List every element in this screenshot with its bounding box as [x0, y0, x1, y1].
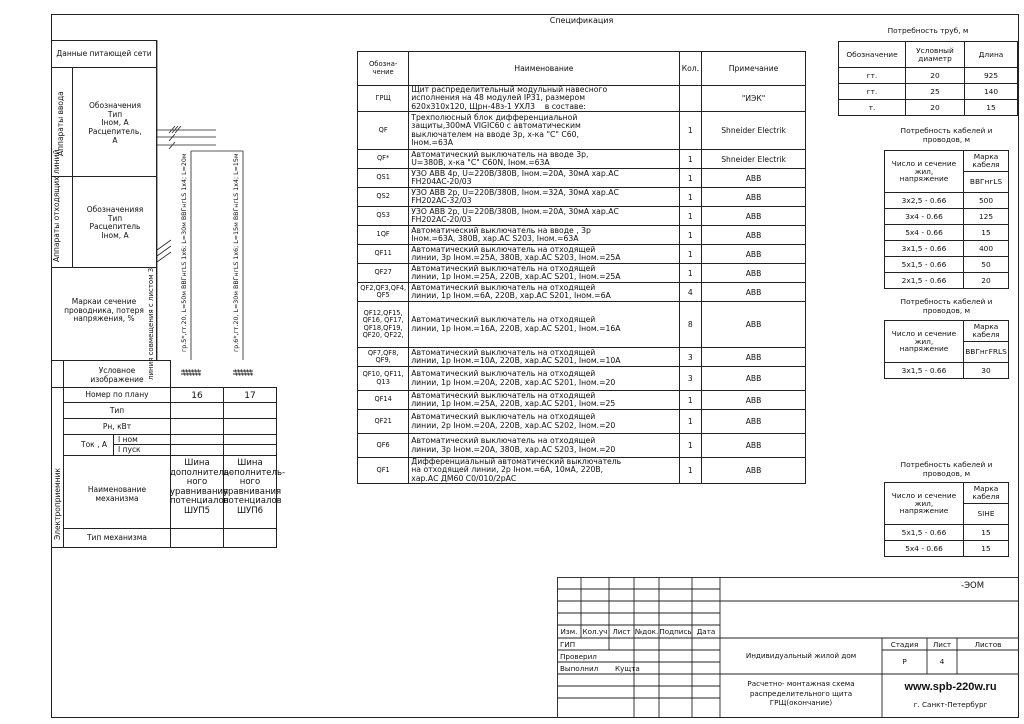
spec-qty: 1 — [679, 264, 702, 283]
spec-name: УЗО ABB 4р, U=220В/380В, Iном.=20А, 30мА хар.АС FH204AC-20/03 — [409, 169, 679, 188]
spec-name: Автоматический выключатель на отходящей линии, 2р Iном.=20А, 220В, хар.АС S202, Iном.=20 — [409, 410, 679, 434]
spec-name: Автоматический выключатель на отходящей линии, 1р Iном.=20А, 220В, хар.АС S201, Iном.=20 — [409, 367, 679, 391]
symbol-label: Условное изображение — [90, 366, 144, 384]
spec-header-code: Обозна- чение — [358, 52, 409, 86]
spec-name: Дифференциальный автоматический выключатель на отходящей линии, 2р Iном.=6А, 10мА, 220В, хар.АС ДМ60 С0/010/2рАС — [409, 458, 679, 484]
made-label: Выполнил — [560, 664, 599, 673]
receivers-label: Электроприемник — [53, 467, 62, 540]
pipes-row — [839, 100, 1018, 116]
header-doc: №док. — [634, 627, 659, 636]
spec-row — [358, 226, 806, 245]
spec-note: Shneider Electrik — [702, 112, 806, 150]
cables1-cell: 3х2,5 - 0.66 — [885, 193, 964, 209]
spec-code: QF11 — [358, 245, 409, 264]
cables3-row — [885, 541, 1009, 557]
spec-row — [358, 150, 806, 169]
spec-qty: 4 — [679, 283, 702, 302]
cables1-header-row — [885, 151, 1009, 172]
spec-qty: 3 — [679, 348, 702, 367]
spec-note: ABB — [702, 283, 806, 302]
spec-name: УЗО ABB 2р, U=220В/380В, Iном.=20А, 30мА хар.АС FH202AC-20/03 — [409, 207, 679, 226]
istart-label: I пуск — [118, 445, 141, 454]
schematic-left-panel — [51, 40, 293, 548]
spec-qty: 1 — [679, 391, 702, 410]
gip-label: ГИП — [560, 640, 576, 649]
mech-type-cell — [63, 528, 171, 548]
column-16-number: 16 — [191, 391, 203, 401]
spec-qty — [679, 86, 702, 112]
wire-marking-label: Маркаи сечение проводника, потеря напряжения, % — [64, 297, 144, 324]
cables3-brand: SIHE — [964, 504, 1009, 525]
cables3-cell: 15 — [964, 541, 1009, 557]
cables3-table — [884, 482, 1009, 557]
cables3-header-row — [885, 483, 1009, 504]
spec-note: ABB — [702, 264, 806, 283]
cables2-brand: ВВГнгFRLS — [964, 342, 1009, 363]
spec-code: QS3 — [358, 207, 409, 226]
spec-qty: 1 — [679, 207, 702, 226]
site-url[interactable]: www.spb-220w.ru — [904, 681, 997, 693]
power-row — [170, 418, 277, 435]
spec-note: ABB — [702, 348, 806, 367]
pipes-cell: 20 — [906, 100, 965, 116]
spec-code: ГРЩ — [358, 86, 409, 112]
spec-note: ABB — [702, 302, 806, 348]
cables1-table — [884, 150, 1009, 289]
cables1-row — [885, 273, 1009, 289]
spec-qty: 1 — [679, 245, 702, 264]
pipes-cell: гт. — [839, 68, 906, 84]
inom-label: I ном — [118, 435, 138, 444]
cables1-cell: 5х1,5 - 0.66 — [885, 257, 964, 273]
spec-note: "ИЭК" — [702, 86, 806, 112]
pipes-cell: 925 — [965, 68, 1018, 84]
cables1-cell: 400 — [964, 241, 1009, 257]
spec-note: Shneider Electrik — [702, 150, 806, 169]
cables2-table — [884, 320, 1009, 379]
pipes-cell: 140 — [965, 84, 1018, 100]
spec-code: QF6 — [358, 434, 409, 458]
pipes-row — [839, 68, 1018, 84]
spec-name: Автоматический выключатель на отходящей линии, 1р Iном.=25А, 220В, хар.АС S201, Iном.=25 — [409, 391, 679, 410]
cables1-cell: 20 — [964, 273, 1009, 289]
spec-code: QF27 — [358, 264, 409, 283]
city: г. Санкт-Петербург — [913, 700, 988, 709]
spec-note: ABB — [702, 226, 806, 245]
spec-name: Автоматический выключатель на вводе , 3р Iном.=63А, 380В, хар.АС S203, Iном.=63А — [409, 226, 679, 245]
spec-note: ABB — [702, 391, 806, 410]
sheet-value: 4 — [939, 657, 945, 666]
cables3-body — [885, 525, 1009, 557]
supply-data-label: Данные питающей сети — [56, 49, 152, 58]
mech-name-label: Наименование механизма — [87, 485, 147, 503]
power-label: Рн, кВт — [102, 422, 132, 431]
cables1-header-section: Число и сечение жил, напряжение — [885, 151, 964, 193]
object-name: Индивидуальный жилой дом — [745, 651, 857, 660]
spec-note: ABB — [702, 169, 806, 188]
spec-note: ABB — [702, 207, 806, 226]
current-label: Ток , А — [81, 440, 107, 449]
input-devices-label: Аппараты ввода — [56, 91, 65, 156]
spec-note: ABB — [702, 434, 806, 458]
pipes-row — [839, 84, 1018, 100]
spec-header-note: Примечание — [702, 52, 806, 86]
cables3-header-brand: Марка кабеля — [964, 483, 1009, 504]
header-kol: Кол.уч — [582, 627, 608, 636]
cables2-body — [885, 363, 1009, 379]
cables2-header-section: Число и сечение жил, напряжение — [885, 321, 964, 363]
pipes-cell: 20 — [906, 68, 965, 84]
pipes-cell: гт. — [839, 84, 906, 100]
spec-note: ABB — [702, 410, 806, 434]
spec-code: QF7,QF8, QF9, — [358, 348, 409, 367]
checked-label: Проверил — [560, 652, 597, 661]
spec-row — [358, 391, 806, 410]
cables1-cell: 3х1,5 - 0.66 — [885, 241, 964, 257]
spec-header-row — [358, 52, 806, 86]
header-izm: Изм. — [560, 627, 578, 636]
column-17-number: 17 — [244, 391, 256, 401]
pipes-table — [838, 41, 1018, 116]
spec-name: Автоматический выключатель на отходящей линии, 1р Iном.=6А, 220В, хар.АС S201, Iном.=6А — [409, 283, 679, 302]
mech-type-label: Тип механизма — [86, 533, 148, 542]
cables1-cell: 3х4 - 0.66 — [885, 209, 964, 225]
pipes-header-diameter: Условный диаметр — [906, 42, 965, 68]
header-date: Дата — [696, 627, 716, 636]
pipes-header-designation: Обозначение — [839, 42, 906, 68]
cables1-cell: 5х4 - 0.66 — [885, 225, 964, 241]
cables1-row — [885, 257, 1009, 273]
cables3-title: Потребность кабелей и проводов, м — [900, 460, 993, 478]
spec-code: QF21 — [358, 410, 409, 434]
spec-qty: 1 — [679, 188, 702, 207]
pipes-title: Потребность труб, м — [887, 26, 969, 35]
spec-row — [358, 188, 806, 207]
sheets-header: Листов — [974, 640, 1002, 649]
schematic-wiring — [51, 40, 293, 380]
made-name: Кущта — [615, 664, 640, 673]
cables3-header-section: Число и сечение жил, напряжение — [885, 483, 964, 525]
cable-b-label: гр.6*,гт.20, L=30м ВВГнгLS 1х6; L=15м ВВГнгLS 1х4; L=15м — [233, 153, 240, 352]
spec-code: QS1 — [358, 169, 409, 188]
cables1-cell: 15 — [964, 225, 1009, 241]
spec-row — [358, 245, 806, 264]
spec-qty: 1 — [679, 458, 702, 484]
type-label: Тип — [109, 406, 125, 415]
cables2-row — [885, 363, 1009, 379]
title-block — [557, 577, 1019, 718]
spec-code: 1QF — [358, 226, 409, 245]
spec-note: ABB — [702, 367, 806, 391]
spec-name: Автоматический выключатель на отходящей линии, 3р Iном.=25А, 380В, хар.АС S203, Iном.=25А — [409, 245, 679, 264]
spec-name: Автоматический выключатель на вводе 3р, U=380В, х-ка "С" C60N, Iном.=63А — [409, 150, 679, 169]
spec-row — [358, 458, 806, 484]
cables1-cell: 50 — [964, 257, 1009, 273]
spec-title: Спецификация — [549, 16, 614, 25]
header-list: Лист — [612, 627, 631, 636]
spec-qty: 1 — [679, 150, 702, 169]
mech-name-cell — [63, 455, 171, 529]
cables1-cell: 500 — [964, 193, 1009, 209]
outgoing-devices-label: Аппараты отходящих линий — [52, 149, 61, 262]
power-cell — [63, 418, 171, 435]
drawing-code: -ЭОМ — [961, 581, 985, 591]
spec-row — [358, 112, 806, 150]
alignment-line-label: линия совмещения с листом 3 — [147, 267, 155, 380]
spec-qty: 8 — [679, 302, 702, 348]
spec-note: ABB — [702, 245, 806, 264]
spec-code: QF* — [358, 150, 409, 169]
spec-code: QF2,QF3,QF4, QF5 — [358, 283, 409, 302]
spec-header-name: Наименование — [409, 52, 679, 86]
pipes-header-row — [839, 42, 1018, 68]
spec-row — [358, 283, 806, 302]
spec-name: Автоматический выключатель на отходящей линии, 1р Iном.=10А, 220В, хар.АС S201, Iном.=10А — [409, 348, 679, 367]
spec-name: Щит распределительный модульный навесного исполнения на 48 модулей IP31, размером 620х310х120, Щрн-48з-1 УХЛ3 в составе: — [409, 86, 679, 112]
pipes-cell: 25 — [906, 84, 965, 100]
column-16-name: Шина дополнитель- ного уравнивания потенциалов ШУП5 — [170, 458, 233, 516]
spec-code: QF12,QF15, QF16, QF17, QF18,QF19, QF20, QF22, — [358, 302, 409, 348]
spec-row — [358, 367, 806, 391]
spec-code: QF1 — [358, 458, 409, 484]
mech-type-row — [170, 528, 277, 548]
spec-row — [358, 86, 806, 112]
spec-note: ABB — [702, 188, 806, 207]
spec-header-qty: Кол. — [679, 52, 702, 86]
spec-name: Автоматический выключатель на отходящей линии, 1р Iном.=25А, 220В, хар.АС S201, Iном.=25А — [409, 264, 679, 283]
spec-code: QF — [358, 112, 409, 150]
pipes-cell: 15 — [965, 100, 1018, 116]
cable-a-label: гр.5*,гт.20, L=50м ВВГнгLS 1х6; L=30м ВВГнгLS 1х4; L=20м — [181, 153, 188, 352]
spec-row — [358, 264, 806, 283]
cables2-cell: 30 — [964, 363, 1009, 379]
cables3-cell: 5х4 - 0.66 — [885, 541, 964, 557]
pipes-body — [839, 68, 1018, 116]
cables3-row — [885, 525, 1009, 541]
spec-row — [358, 302, 806, 348]
type-row — [170, 402, 277, 419]
pipes-cell: т. — [839, 100, 906, 116]
spec-qty: 1 — [679, 434, 702, 458]
plan-no-label: Номер по плану — [85, 390, 149, 399]
cables1-row — [885, 193, 1009, 209]
spec-code: QF14 — [358, 391, 409, 410]
cables1-header-brand: Марка кабеля — [964, 151, 1009, 172]
sheet-header: Лист — [932, 640, 952, 649]
cables1-cell: 125 — [964, 209, 1009, 225]
plan-no-cell — [63, 387, 171, 403]
spec-name: Трехполюсный блок дифференциальной защиты,300мА VIGIC60 с автоматическим выключателем на вводе 3р, х-ка "С" C60, Iном.=63А — [409, 112, 679, 150]
stage-value: Р — [902, 657, 907, 666]
spec-note: ABB — [702, 458, 806, 484]
spec-row — [358, 207, 806, 226]
drawing-name: Расчетно- монтажная схема распределительного щита ГРЩ(окончание) — [747, 679, 855, 708]
column-17-name: Шина дополнитель- ного уравнивания потенциалов ШУП6 — [223, 458, 286, 516]
spec-name: УЗО ABB 2р, U=220В/380В, Iном.=32А, 30мА хар.АС FH202AC-32/03 — [409, 188, 679, 207]
spec-code: QF10, QF11, Q13 — [358, 367, 409, 391]
spec-qty: 1 — [679, 169, 702, 188]
input-labels: Обозначения Тип Iном, А Расцепитель, А — [88, 101, 142, 145]
spec-row — [358, 434, 806, 458]
cables1-row — [885, 225, 1009, 241]
spec-qty: 1 — [679, 410, 702, 434]
type-cell — [63, 402, 171, 419]
cables1-cell: 2х1,5 - 0.66 — [885, 273, 964, 289]
cables2-title: Потребность кабелей и проводов, м — [900, 297, 993, 315]
spec-row — [358, 410, 806, 434]
spec-name: Автоматический выключатель на отходящей линии, 3р Iном.=20А, 380В, хар.АС S203, Iном.=20 — [409, 434, 679, 458]
istart-row — [170, 444, 277, 456]
spec-name: Автоматический выключатель на отходящей линии, 1р Iном.=16А, 220В, хар.АС S201, Iном.=16А — [409, 302, 679, 348]
cables3-cell: 15 — [964, 525, 1009, 541]
spec-code: QS2 — [358, 188, 409, 207]
spec-qty: 1 — [679, 112, 702, 150]
pipes-header-length: Длина — [965, 42, 1018, 68]
spec-qty: 3 — [679, 367, 702, 391]
spec-table — [357, 51, 806, 484]
cables1-row — [885, 241, 1009, 257]
cables2-header-brand: Марка кабеля — [964, 321, 1009, 342]
cables1-brand: ВВГнгLS — [964, 172, 1009, 193]
spec-body — [358, 86, 806, 484]
cables1-title: Потребность кабелей и проводов, м — [900, 126, 993, 144]
stage-header: Стадия — [890, 640, 919, 649]
cables2-header-row — [885, 321, 1009, 342]
cables1-row — [885, 209, 1009, 225]
cables2-cell: 3х1,5 - 0.66 — [885, 363, 964, 379]
cables3-cell: 5х1,5 - 0.66 — [885, 525, 964, 541]
spec-row — [358, 348, 806, 367]
outgoing-labels: Обозначенияя Тип Расцепитель Iном, А — [86, 205, 144, 240]
cables1-body — [885, 193, 1009, 289]
spec-qty: 1 — [679, 226, 702, 245]
spec-row — [358, 169, 806, 188]
header-sign: Подпись — [659, 627, 692, 636]
